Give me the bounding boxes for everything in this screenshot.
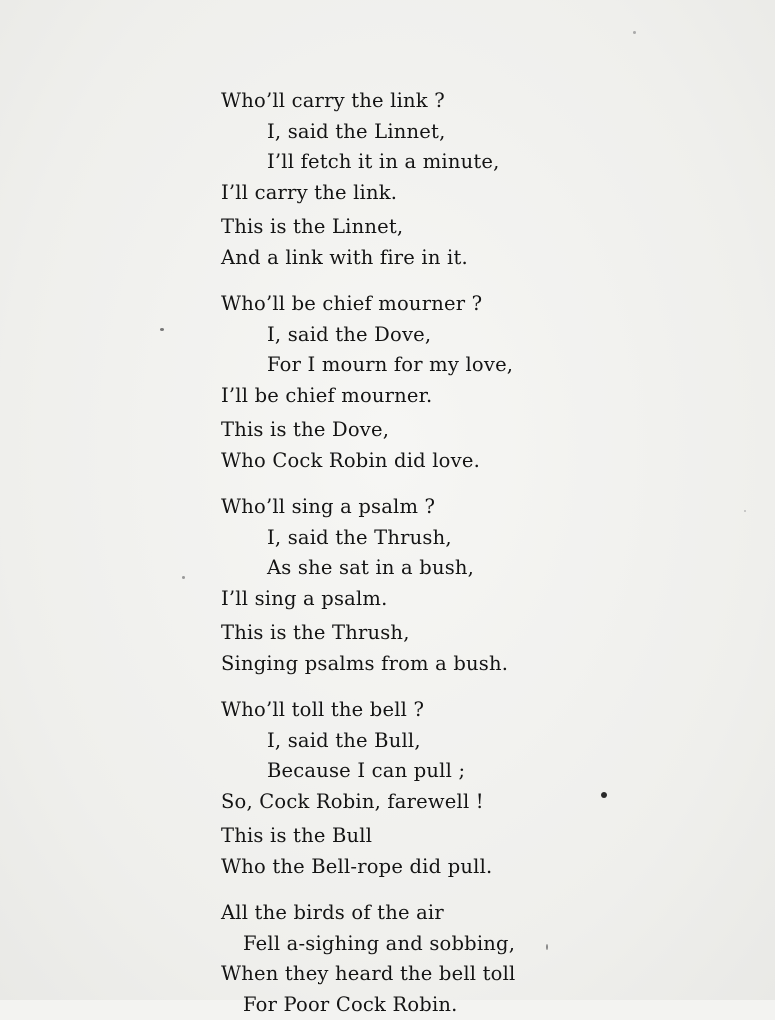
- stanza-gap: [221, 273, 581, 289]
- couplet: [221, 821, 581, 882]
- stanza-gap: [221, 882, 581, 898]
- scan-speck: [182, 576, 185, 579]
- poem-line: For I mourn for my love,: [221, 350, 581, 381]
- poem-line: So, Cock Robin, farewell !: [221, 787, 581, 818]
- poem-line: This is the Dove,: [221, 415, 581, 446]
- stanza-linnet: [221, 86, 581, 273]
- scan-speck: [601, 792, 607, 798]
- poem-line: Who’ll toll the bell ?: [221, 695, 581, 726]
- poem-line: Fell a-sighing and sobbing,: [221, 929, 581, 960]
- poem-line: I’ll be chief mourner.: [221, 381, 581, 412]
- poem-line: This is the Thrush,: [221, 618, 581, 649]
- poem-line: Who Cock Robin did love.: [221, 446, 581, 477]
- poem-text: [221, 86, 581, 1020]
- poem-line: I, said the Linnet,: [221, 117, 581, 148]
- stanza-bull: [221, 695, 581, 882]
- couplet: [221, 415, 581, 476]
- couplet: [221, 212, 581, 273]
- poem-line: And a link with fire in it.: [221, 243, 581, 274]
- poem-line: When they heard the bell toll: [221, 959, 581, 990]
- poem-line: Because I can pull ;: [221, 756, 581, 787]
- poem-line: This is the Linnet,: [221, 212, 581, 243]
- poem-line: Who’ll be chief mourner ?: [221, 289, 581, 320]
- poem-line: As she sat in a bush,: [221, 553, 581, 584]
- scan-speck: [744, 510, 746, 512]
- poem-line: I’ll fetch it in a minute,: [221, 147, 581, 178]
- stanza-final: [221, 898, 581, 1020]
- poem-line: For Poor Cock Robin.: [221, 990, 581, 1020]
- poem-line: Who the Bell-rope did pull.: [221, 852, 581, 883]
- poem-line: I’ll carry the link.: [221, 178, 581, 209]
- poem-line: This is the Bull: [221, 821, 581, 852]
- poem-line: Who’ll carry the link ?: [221, 86, 581, 117]
- poem-line: I, said the Dove,: [221, 320, 581, 351]
- scan-speck: [546, 944, 548, 950]
- stanza-gap: [221, 679, 581, 695]
- stanza-gap: [221, 476, 581, 492]
- stanza-thrush: [221, 492, 581, 679]
- poem-line: I’ll sing a psalm.: [221, 584, 581, 615]
- poem-line: I, said the Bull,: [221, 726, 581, 757]
- poem-line: I, said the Thrush,: [221, 523, 581, 554]
- poem-line: Who’ll sing a psalm ?: [221, 492, 581, 523]
- poem-line: Singing psalms from a bush.: [221, 649, 581, 680]
- couplet: [221, 618, 581, 679]
- scan-speck: [633, 31, 636, 34]
- scan-speck: [160, 328, 164, 331]
- stanza-dove: [221, 289, 581, 476]
- poem-line: All the birds of the air: [221, 898, 581, 929]
